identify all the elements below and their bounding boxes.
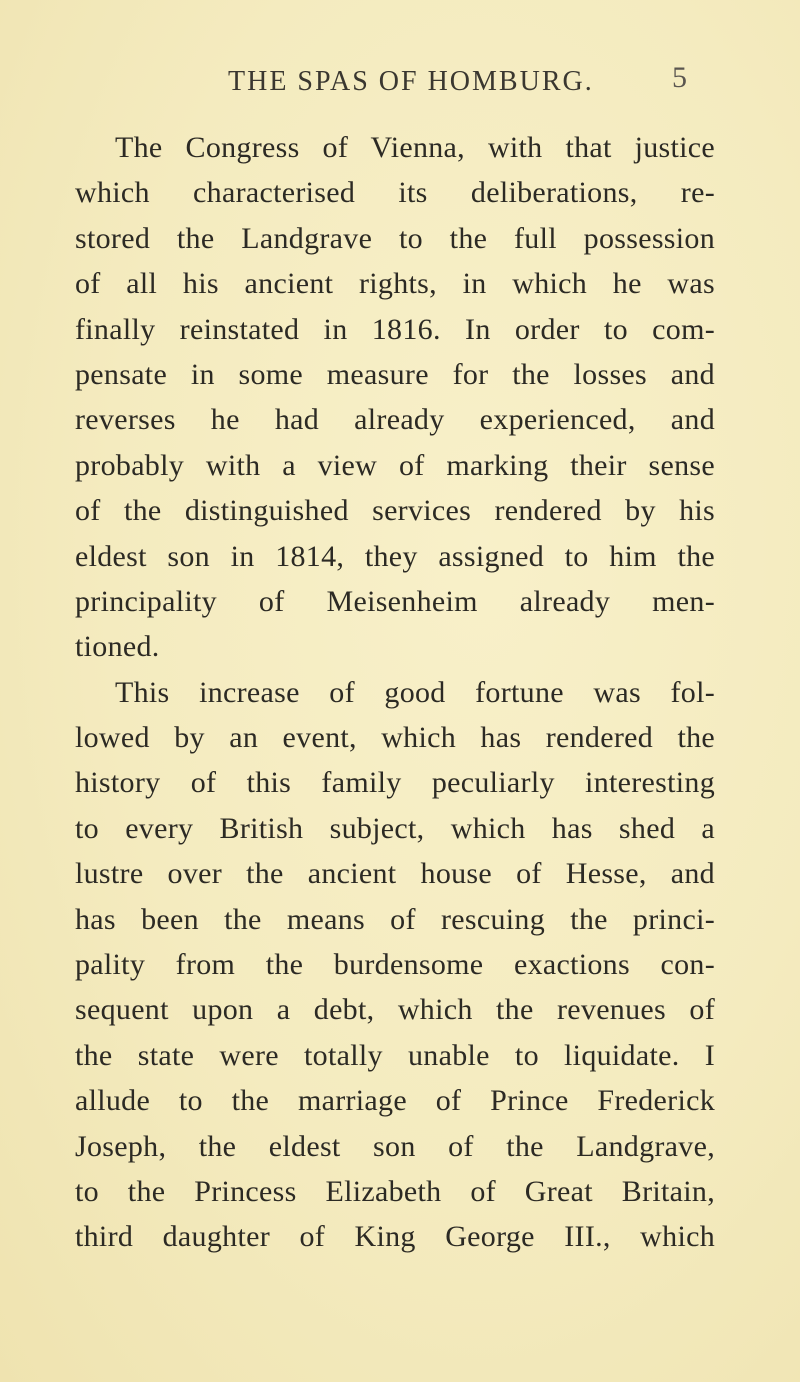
text-line: finally reinstated in 1816. In order to com- xyxy=(75,312,715,346)
text-line: lustre over the ancient house of Hesse, and xyxy=(75,857,715,891)
body-text xyxy=(75,125,715,1260)
text-line: which characterised its deliberations, re- xyxy=(75,176,715,210)
text-line: allude to the marriage of Prince Frederick xyxy=(75,1084,715,1118)
page-number: 5 xyxy=(672,61,687,94)
text-line: pality from the burdensome exactions con- xyxy=(75,948,715,982)
text-line: history of this family peculiarly interesting xyxy=(75,766,715,800)
text-line: third daughter of King George III., which xyxy=(75,1220,715,1254)
text-line: stored the Landgrave to the full possession xyxy=(75,221,715,255)
text-line: lowed by an event, which has rendered the xyxy=(75,721,715,755)
text-line: of all his ancient rights, in which he was xyxy=(75,267,715,301)
text-line: pensate in some measure for the losses and xyxy=(75,357,715,391)
text-line: to the Princess Elizabeth of Great Britain, xyxy=(75,1174,715,1208)
text-line: to every British subject, which has shed a xyxy=(75,811,715,845)
text-line: The Congress of Vienna, with that justice xyxy=(115,131,715,164)
text-line: tioned. xyxy=(75,630,160,664)
running-title: THE SPAS OF HOMBURG. xyxy=(228,66,594,97)
text-line: sequent upon a debt, which the revenues of xyxy=(75,993,715,1027)
text-line: This increase of good fortune was fol- xyxy=(115,675,715,709)
text-line: reverses he had already experienced, and xyxy=(75,403,715,437)
text-line: principality of Meisenheim already men- xyxy=(75,584,715,618)
text-line: eldest son in 1814, they assigned to him the xyxy=(75,539,715,573)
text-line: has been the means of rescuing the princi- xyxy=(75,902,715,936)
running-head xyxy=(0,62,800,102)
text-line: the state were totally unable to liquidate. I xyxy=(75,1038,715,1072)
text-line: Joseph, the eldest son of the Landgrave, xyxy=(75,1129,715,1163)
text-line: of the distinguished services rendered by his xyxy=(75,494,715,528)
text-line: probably with a view of marking their sense xyxy=(75,448,715,482)
